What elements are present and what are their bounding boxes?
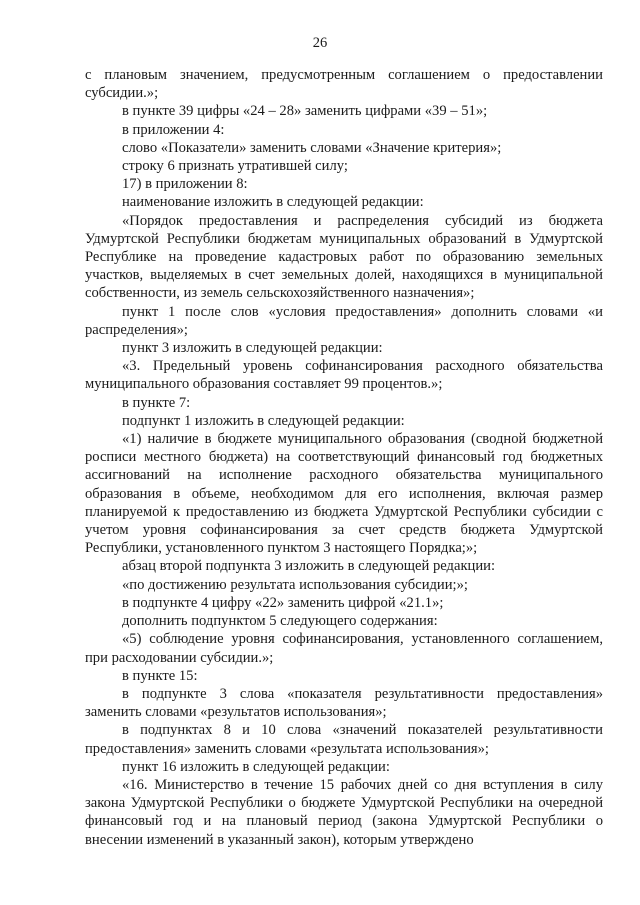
document-body bbox=[85, 66, 603, 849]
paragraph: в пункте 39 цифры «24 – 28» заменить цифрами «39 – 51»; bbox=[122, 103, 488, 120]
paragraph: в подпункте 3 слова «показателя результативности предоставления» заменить словами «результатов использования»; bbox=[85, 685, 603, 721]
paragraph: «16. Министерство в течение 15 рабочих дней со дня вступления в силу закона Удмуртской Республики о бюджете Удмуртской Республики на очередной финансовый год и на плановый период (закона Удмуртской Республики о внесении изменений в указанный закон), которым утверждено bbox=[85, 776, 603, 848]
paragraph: в пункте 15: bbox=[122, 667, 198, 684]
paragraph: наименование изложить в следующей редакции: bbox=[122, 194, 424, 211]
paragraph: строку 6 признать утратившей силу; bbox=[122, 158, 348, 175]
paragraph: пункт 3 изложить в следующей редакции: bbox=[122, 340, 383, 357]
paragraph-continuation: с плановым значением, предусмотренным соглашением о предоставлении субсидии.»; bbox=[85, 67, 603, 102]
paragraph: «по достижению результата использования субсидии;»; bbox=[122, 576, 468, 593]
paragraph: 17) в приложении 8: bbox=[122, 176, 248, 193]
paragraph: «Порядок предоставления и распределения субсидий из бюджета Удмуртской Республики бюджетам муниципальных образований в Удмуртской Республике на проведение кадастровых работ по образованию земельных участков, выделяемых в счет земельных долей, находящихся в муниципальной собственности, из земель сельскохозяйственного назначения»; bbox=[85, 212, 603, 302]
paragraph: пункт 16 изложить в следующей редакции: bbox=[122, 758, 390, 775]
paragraph: дополнить подпунктом 5 следующего содержания: bbox=[122, 613, 438, 630]
paragraph: пункт 1 после слов «условия предоставления» дополнить словами «и распределения»; bbox=[85, 303, 603, 338]
paragraph: «3. Предельный уровень софинансирования расходного обязательства муниципального образования составляет 99 процентов.»; bbox=[85, 358, 603, 393]
paragraph: в подпункте 4 цифру «22» заменить цифрой «21.1»; bbox=[122, 594, 444, 611]
page-number: 26 bbox=[312, 35, 328, 51]
paragraph: «1) наличие в бюджете муниципального образования (сводной бюджетной росписи местного бюджета) на соответствующий финансовый год бюджетных ассигнований на исполнение расходного обязательства муниципального образования в объеме, необходимом для его исполнения, включая размер планируемой к предоставлению из бюджета Удмуртской Республики субсидии с учетом уровня софинансирования за счет средств бюджета Удмуртской Республики, установленного пунктом 3 настоящего Порядка;»; bbox=[85, 431, 603, 557]
paragraph: «5) соблюдение уровня софинансирования, установленного соглашением, при расходовании субсидии.»; bbox=[85, 631, 603, 666]
paragraph: слово «Показатели» заменить словами «Значение критерия»; bbox=[122, 139, 502, 156]
paragraph: в подпунктах 8 и 10 слова «значений показателей результативности предоставления» заменить словами «результата использования»; bbox=[85, 722, 603, 757]
paragraph: подпункт 1 изложить в следующей редакции: bbox=[122, 412, 405, 429]
paragraph: абзац второй подпункта 3 изложить в следующей редакции: bbox=[122, 558, 496, 575]
paragraph: в пункте 7: bbox=[122, 394, 191, 411]
paragraph: в приложении 4: bbox=[122, 121, 225, 138]
